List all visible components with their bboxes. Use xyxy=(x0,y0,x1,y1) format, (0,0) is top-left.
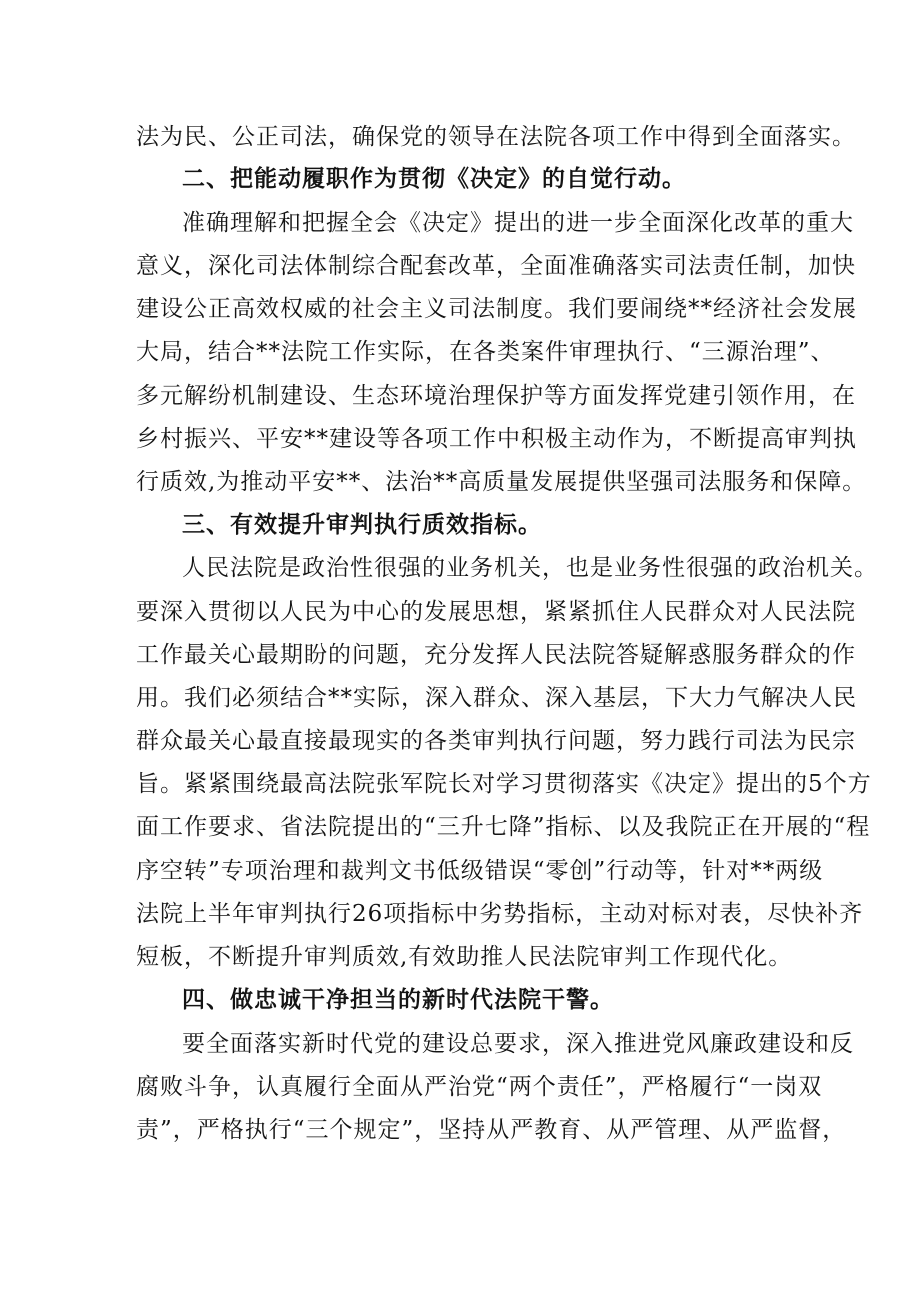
section-heading-3: 三、有效提升审判执行质效指标。 xyxy=(182,512,542,538)
paragraph-line: 腐败斗争，认真履行全面从严治党“两个责任”，严格履行“一岗双 xyxy=(136,1074,823,1100)
paragraph-line: 法院上半年审判执行26项指标中劣势指标，主动对标对表，尽快补齐 xyxy=(136,901,864,927)
paragraph-line: 旨。紧紧围绕最高法院张军院长对学习贯彻落实《决定》提出的5个方 xyxy=(136,771,872,797)
paragraph-line: 人民法院是政治性很强的业务机关，也是业务性很强的政治机关。 xyxy=(182,555,878,581)
paragraph-line: 面工作要求、省法院提出的“三升七降”指标、以及我院正在开展的“程 xyxy=(136,814,871,840)
paragraph-line: 责”，严格执行“三个规定”，坚持从严教育、从严管理、从严监督， xyxy=(136,1117,847,1143)
paragraph-line: 意义，深化司法体制综合配套改革，全面准确落实司法责任制，加快 xyxy=(136,253,856,279)
paragraph-line: 用。我们必须结合**实际，深入群众、深入基层，下大力气解决人民 xyxy=(136,685,857,711)
paragraph-line: 工作最关心最期盼的问题，充分发挥人民法院答疑解惑服务群众的作 xyxy=(136,642,856,668)
paragraph-line: 建设公正高效权威的社会主义司法制度。我们要闹绕**经济社会发展 xyxy=(136,296,857,322)
paragraph-line: 乡村振兴、平安**建设等各项工作中积极主动作为，不断提高审判执 xyxy=(136,426,857,452)
paragraph-line: 群众最关心最直接最现实的各类审判执行问题，努力践行司法为民宗 xyxy=(136,728,856,754)
paragraph-line: 准确理解和把握全会《决定》提出的进一步全面深化改革的重大 xyxy=(182,210,854,236)
paragraph-line: 大局，结合**法院工作实际，在各类案件审理执行、“三源治理”、 xyxy=(136,339,835,365)
paragraph-line: 要全面落实新时代党的建设总要求，深入推进党风廉政建设和反 xyxy=(182,1031,854,1057)
paragraph-line: 短板，不断提升审判质效,有效助推人民法院审判工作现代化。 xyxy=(136,944,793,970)
paragraph-line: 多元解纷机制建设、生态环境治理保护等方面发挥党建引领作用，在 xyxy=(136,383,856,409)
section-heading-2: 二、把能动履职作为贯彻《决定》的自觉行动。 xyxy=(182,166,686,192)
paragraph-line: 行质效,为推动平安**、法治**高质量发展提供坚强司法服务和保障。 xyxy=(136,469,867,495)
paragraph-line: 要深入贯彻以人民为中心的发展思想，紧紧抓住人民群众对人民法院 xyxy=(136,599,856,625)
paragraph-line: 法为民、公正司法，确保党的领导在法院各项工作中得到全面落实。 xyxy=(136,124,856,150)
section-heading-4: 四、做忠诚干净担当的新时代法院干警。 xyxy=(182,987,614,1013)
paragraph-line: 序空转”专项治理和裁判文书低级错误“零创”行动等，针对**两级 xyxy=(136,858,824,884)
